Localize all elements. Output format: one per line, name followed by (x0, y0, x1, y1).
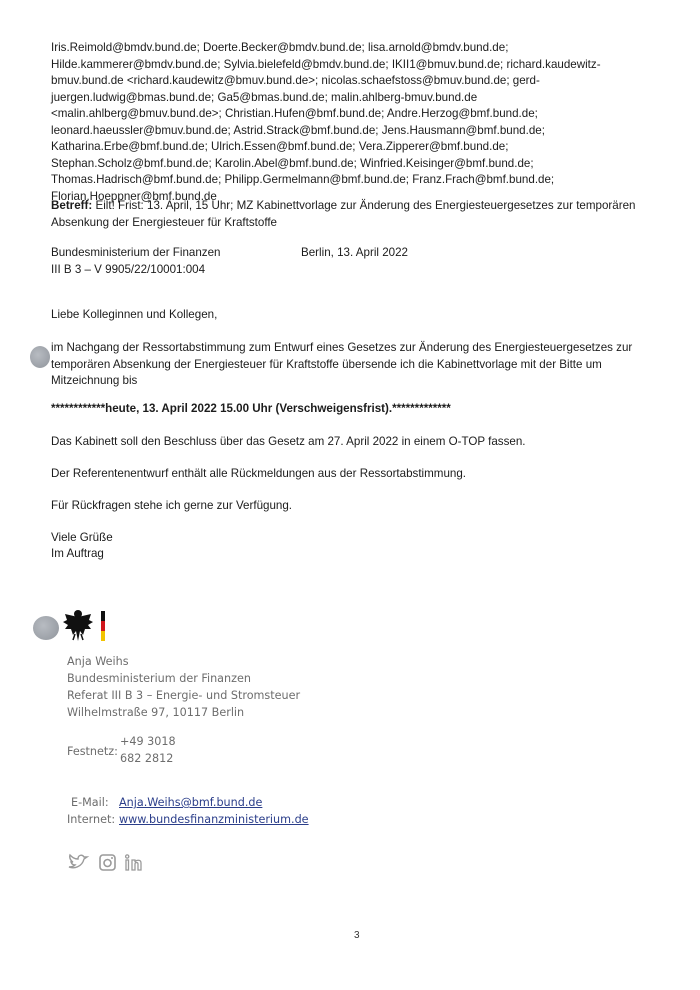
signature-name: Anja Weihs (67, 655, 129, 668)
paragraph-draft: Der Referentenentwurf enthält alle Rückmeldungen aus der Ressortabstimmung. (51, 467, 467, 480)
phone-label: Festnetz: (67, 745, 118, 758)
email-value (119, 794, 262, 811)
recipient-line: Thomas.Hadrisch@bmf.bund.de; Philipp.Germelmann@bmf.bund.de; Franz.Frach@bmf.bund.de; (51, 173, 555, 186)
paragraph-request: im Nachgang der Ressortabstimmung zum Entwurf eines Gesetzes zur Änderung des Energiesteuergesetzes zur temporären Absenkung der Energiesteuer für Kraftstoffe übersende ich die Kabinettvorlage mit der Bitte um Mitzeichnung bis (51, 341, 633, 387)
recipient-line: Iris.Reimold@bmdv.bund.de; Doerte.Becker@bmdv.bund.de; lisa.arnold@bmdv.bund.de; (51, 41, 509, 54)
closing-auftrag: Im Auftrag (51, 547, 104, 560)
paragraph-cabinet: Das Kabinett soll den Beschluss über das Gesetz am 27. April 2022 in einem O-TOP fassen. (51, 435, 526, 448)
place-date: Berlin, 13. April 2022 (301, 246, 408, 259)
signature-department: Referat III B 3 – Energie- und Stromsteuer (67, 689, 301, 702)
german-flag-bar (101, 611, 105, 641)
deadline-line (51, 401, 651, 418)
sender-block (51, 245, 220, 278)
signature-address: Wilhelmstraße 97, 10117 Berlin (67, 706, 245, 719)
subject-text: Eilt! Frist: 13. April, 15 Uhr; MZ Kabinettvorlage zur Änderung des Energiesteuergesetzes zur temporären Absenkung der Energiesteuer für Kraftstoffe (51, 199, 636, 229)
email-link[interactable]: Anja.Weihs@bmf.bund.de (119, 796, 263, 809)
punch-hole (33, 616, 59, 640)
recipient-line: Stephan.Scholz@bmf.bund.de; Karolin.Abel@bmf.bund.de; Winfried.Keisinger@bmf.bund.de; (51, 156, 534, 170)
sender-ministry: Bundesministerium der Finanzen (51, 246, 221, 259)
website-value (119, 811, 309, 828)
recipient-line: leonard.haeussler@bmuv.bund.de; Astrid.Strack@bmf.bund.de; Jens.Hausmann@bmf.bund.de; (51, 123, 545, 137)
website-link[interactable]: www.bundesfinanzministerium.de (119, 813, 309, 826)
recipient-line: Florian.Hoeppner@bmf.bund.de (51, 189, 217, 203)
recipient-line: Hilde.kammerer@bmdv.bund.de; Sylvia.bielefeld@bmdv.bund.de; IKII1@bmuv.bund.de; richard.kaudewitz- (51, 57, 601, 71)
sender-reference: III B 3 – V 9905/22/10001:004 (51, 262, 206, 276)
subject-label: Betreff: (51, 199, 93, 212)
recipient-list (51, 40, 661, 205)
recipient-line: <malin.ahlberg@bmuv.bund.de>; Christian.Hufen@bmf.bund.de; Andre.Herzog@bmf.bund.de; (51, 107, 538, 120)
punch-hole (30, 346, 50, 368)
internet-label: Internet: (67, 813, 116, 826)
phone-number-line1: +49 3018 (120, 735, 176, 748)
deadline-stars-right: ************* (392, 402, 451, 415)
email-label: E-Mail: (71, 796, 109, 809)
linkedin-icon[interactable] (124, 853, 146, 873)
page-number: 3 (354, 930, 360, 941)
closing-greeting: Viele Grüße (51, 531, 113, 544)
recipient-line: juergen.ludwig@bmas.bund.de; Ga5@bmas.bund.de; malin.ahlberg-bmuv.bund.de (51, 90, 478, 104)
email-subject (51, 198, 661, 231)
twitter-icon[interactable] (66, 853, 90, 873)
paragraph-questions: Für Rückfragen stehe ich gerne zur Verfügung. (51, 499, 293, 512)
signature-ministry: Bundesministerium der Finanzen (67, 672, 251, 685)
recipient-line: Katharina.Erbe@bmf.bund.de; Ulrich.Essen@bmf.bund.de; Vera.Zipperer@bmf.bund.de; (51, 140, 509, 153)
recipient-line: bmuv.bund.de <richard.kaudewitz@bmuv.bund.de>; nicolas.schaefstoss@bmuv.bund.de; gerd- (51, 74, 540, 87)
instagram-icon[interactable] (98, 853, 118, 873)
greeting: Liebe Kolleginnen und Kollegen, (51, 308, 218, 321)
deadline-text: heute, 13. April 2022 15.00 Uhr (Verschweigensfrist). (105, 402, 393, 415)
deadline-stars-left: ************ (51, 402, 106, 415)
phone-number-line2: 682 2812 (120, 752, 174, 765)
federal-eagle-logo (62, 608, 94, 642)
